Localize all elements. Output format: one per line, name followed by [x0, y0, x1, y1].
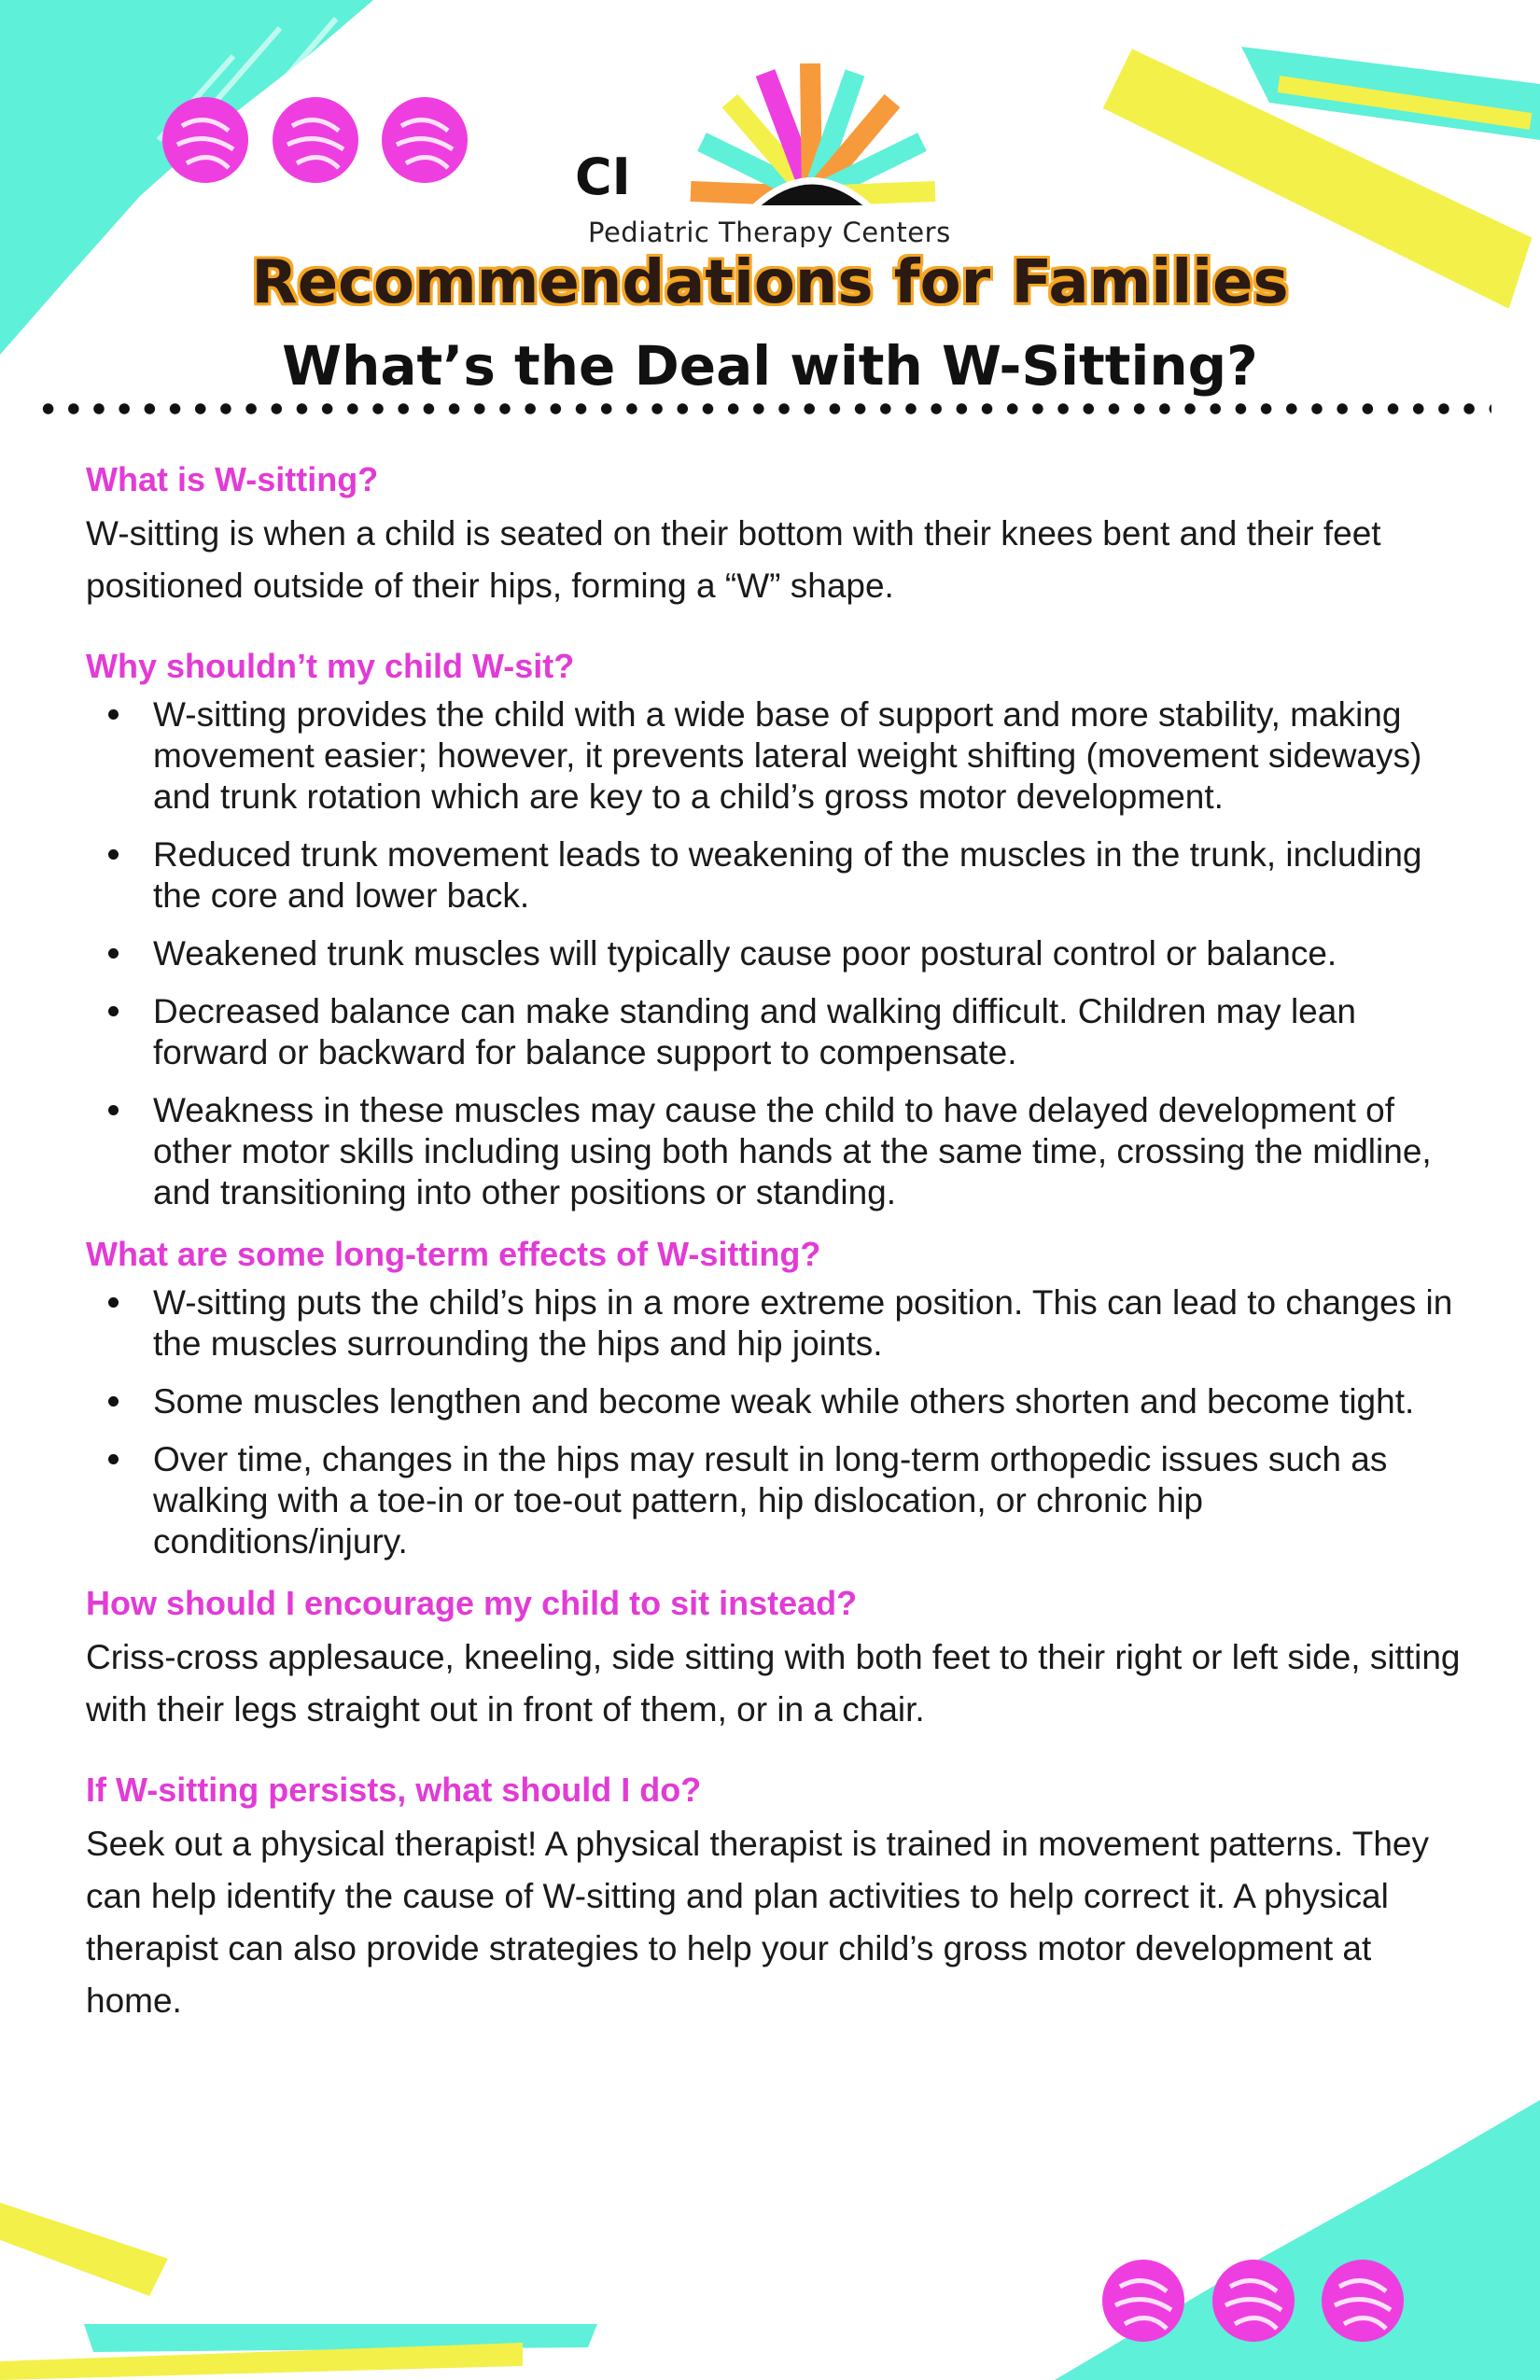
- page-title: Recommendations for Families: [251, 248, 1289, 317]
- section-encourage: [86, 1583, 1467, 1736]
- pink-scribble-circles-bottom: [1092, 2249, 1465, 2361]
- section-heading: How should I encourage my child to sit instead?: [86, 1584, 858, 1622]
- logo-mark-text: CI: [575, 147, 631, 206]
- list-item-text: W-sitting provides the child with a wide base of support and more stability, making movement easier; however, it prevents lateral weight shifting (movement sideways) and trunk rotation which are key to a child’s gross motor development.: [153, 695, 1422, 816]
- section-why-not: [86, 646, 1467, 1213]
- list-item-text: Reduced trunk movement leads to weakening of the muscles in the trunk, including the core and lower back.: [153, 835, 1422, 915]
- list-item-text: Over time, changes in the hips may result in long-term orthopedic issues such as walking with a toe-in or toe-out pattern, hip dislocation, or chronic hip conditions/injury.: [153, 1440, 1388, 1561]
- list-item: [86, 1282, 1467, 1365]
- section-long-term: [86, 1234, 1467, 1562]
- bullet-icon: [108, 1454, 119, 1464]
- list-item-text: Decreased balance can make standing and walking difficult. Children may lean forward or backward for balance support to compensate.: [153, 992, 1356, 1071]
- list-item: [86, 1090, 1467, 1213]
- bullet-icon: [108, 948, 119, 959]
- bullet-icon: [108, 1006, 119, 1016]
- list-item: [86, 933, 1467, 974]
- section-paragraph: Seek out a physical therapist! A physical therapist is trained in movement patterns. They can help identify the cause of W-sitting and plan activities to help correct it. A physical therapist can also provide strategies to help your child’s gross motor development at home.: [86, 1825, 1429, 2020]
- section-paragraph: Criss-cross applesauce, kneeling, side sitting with both feet to their right or left side, sitting with their legs straight out in front of them, or in a chair.: [86, 1638, 1461, 1729]
- bullet-icon: [108, 849, 119, 860]
- section-heading: What is W-sitting?: [86, 460, 379, 498]
- logo-tagline: Pediatric Therapy Centers: [588, 217, 951, 248]
- main-content: [86, 459, 1467, 2061]
- list-item: [86, 1439, 1467, 1562]
- dotted-divider: [35, 403, 1491, 414]
- section-heading: If W-sitting persists, what should I do?: [86, 1771, 702, 1809]
- section-heading: What are some long-term effects of W-sitting?: [86, 1235, 821, 1273]
- list-item-text: Some muscles lengthen and become weak while others shorten and become tight.: [153, 1382, 1415, 1421]
- bullet-list: [86, 694, 1467, 1213]
- bullet-icon: [108, 1297, 119, 1308]
- bullet-list: [86, 1282, 1467, 1562]
- bullet-icon: [108, 1396, 119, 1407]
- brand-logo: [560, 56, 989, 252]
- list-item: [86, 1381, 1467, 1422]
- bullet-icon: [108, 709, 119, 720]
- list-item: [86, 834, 1467, 917]
- list-item: [86, 991, 1467, 1073]
- bullet-icon: [108, 1105, 119, 1115]
- section-paragraph: W-sitting is when a child is seated on their bottom with their knees bent and their feet positioned outside of their hips, forming a “W” shape.: [86, 514, 1381, 605]
- list-item-text: Weakness in these muscles may cause the child to have delayed development of other motor skills including using both hands at the same time, crossing the midline, and transitioning into other positions or standing.: [153, 1091, 1432, 1211]
- page-subtitle: What’s the Deal with W-Sitting?: [282, 334, 1258, 398]
- list-item: [86, 694, 1467, 818]
- section-what-is: [86, 459, 1467, 612]
- yellow-brush-bottom-left: [0, 2184, 607, 2380]
- section-heading: Why shouldn’t my child W-sit?: [86, 647, 575, 685]
- sunburst-logo-icon: [663, 56, 961, 219]
- list-item-text: Weakened trunk muscles will typically cause poor postural control or balance.: [153, 934, 1337, 973]
- pink-scribble-circles-top: [154, 89, 527, 201]
- list-item-text: W-sitting puts the child’s hips in a more extreme position. This can lead to changes in the muscles surrounding the hips and hip joints.: [153, 1283, 1453, 1363]
- section-persists: [86, 1770, 1467, 2027]
